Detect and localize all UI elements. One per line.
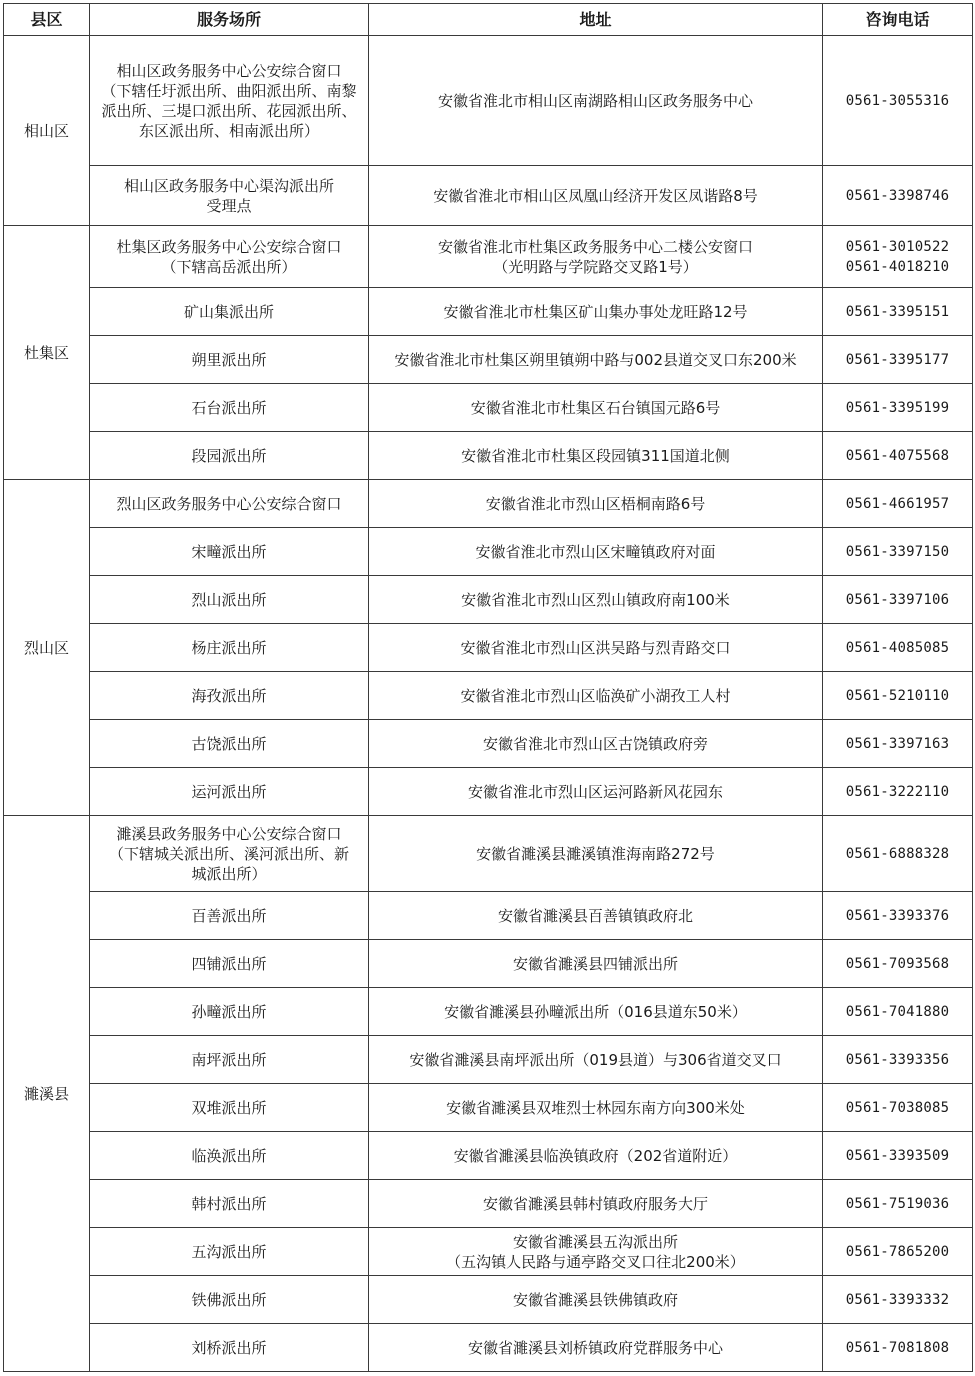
phone-number: 0561-4075568 (845, 447, 950, 464)
address-cell (369, 1180, 823, 1228)
venue-line: 刘桥派出所 (191, 1338, 267, 1357)
address-line: 安徽省淮北市烈山区洪吴路与烈青路交口 (460, 638, 731, 657)
table-row (4, 576, 973, 624)
address-cell (369, 1036, 823, 1084)
address-line: 安徽省濉溪县四铺派出所 (512, 954, 678, 973)
venue-cell (90, 672, 369, 720)
address-cell (369, 336, 823, 384)
venue-line: 临涣派出所 (191, 1146, 267, 1165)
address-cell (369, 288, 823, 336)
venue-line: 城派出所） (191, 864, 267, 883)
table-row (4, 36, 973, 166)
venue-line: （下辖高岳派出所） (161, 257, 297, 276)
header-phone: 咨询电话 (823, 4, 973, 36)
venue-cell (90, 1036, 369, 1084)
phone-number: 0561-3397150 (845, 543, 950, 560)
address-cell (369, 576, 823, 624)
phone-cell (823, 432, 973, 480)
address-line: （光明路与学院路交叉路1号） (493, 257, 698, 276)
address-line: 安徽省淮北市杜集区段园镇311国道北侧 (461, 446, 730, 465)
table-row (4, 1228, 973, 1276)
venue-line: 铁佛派出所 (191, 1290, 267, 1309)
table-row (4, 892, 973, 940)
phone-cell (823, 816, 973, 892)
address-line: 安徽省濉溪县孙疃派出所（016县道东50米） (444, 1002, 747, 1021)
venue-cell (90, 288, 369, 336)
table-row (4, 384, 973, 432)
venue-line: 段园派出所 (191, 446, 267, 465)
phone-number: 0561-7041880 (845, 1003, 950, 1020)
venue-line: （下辖任圩派出所、曲阳派出所、南黎 (101, 81, 357, 100)
address-line: 安徽省濉溪县濉溪镇淮海南路272号 (476, 844, 715, 863)
header-county: 县区 (4, 4, 90, 36)
district-cell: 濉溪县 (4, 816, 90, 1372)
phone-cell (823, 988, 973, 1036)
venue-line: 宋疃派出所 (191, 542, 267, 561)
phone-number: 0561-7081808 (845, 1339, 950, 1356)
venue-cell (90, 166, 369, 226)
header-venue: 服务场所 (90, 4, 369, 36)
address-line: 安徽省淮北市烈山区梧桐南路6号 (485, 494, 706, 513)
phone-number: 0561-3393332 (845, 1291, 950, 1308)
phone-number: 0561-7093568 (845, 955, 950, 972)
phone-number: 0561-5210110 (845, 687, 950, 704)
venue-cell (90, 940, 369, 988)
district-cell: 相山区 (4, 36, 90, 226)
phone-number: 0561-7865200 (845, 1243, 950, 1260)
table-row (4, 672, 973, 720)
phone-number: 0561-3395151 (845, 303, 950, 320)
venue-line: 石台派出所 (191, 398, 267, 417)
venue-cell (90, 384, 369, 432)
phone-cell (823, 768, 973, 816)
venue-line: 矿山集派出所 (183, 302, 274, 321)
phone-number: 0561-4085085 (845, 639, 950, 656)
table-row (4, 624, 973, 672)
phone-number: 0561-3398746 (845, 187, 950, 204)
venue-cell (90, 1228, 369, 1276)
venue-line: 杜集区政务服务中心公安综合窗口 (116, 237, 342, 256)
address-line: 安徽省淮北市杜集区朔里镇朔中路与002县道交叉口东200米 (394, 350, 797, 369)
venue-line: 南坪派出所 (191, 1050, 267, 1069)
venue-cell (90, 1324, 369, 1372)
phone-cell (823, 384, 973, 432)
address-line: 安徽省淮北市烈山区宋疃镇政府对面 (475, 542, 716, 561)
venue-cell (90, 1132, 369, 1180)
table-row (4, 226, 973, 288)
phone-cell (823, 892, 973, 940)
venue-line: 派出所、三堤口派出所、花园派出所、 (101, 101, 357, 120)
table-row (4, 480, 973, 528)
address-cell (369, 1132, 823, 1180)
address-line: 安徽省淮北市杜集区矿山集办事处龙旺路12号 (443, 302, 748, 321)
address-line: 安徽省濉溪县铁佛镇政府 (512, 1290, 678, 1309)
venue-cell (90, 336, 369, 384)
venue-line: 相山区政务服务中心公安综合窗口 (116, 61, 342, 80)
service-location-table-container (3, 3, 973, 1372)
table-row (4, 528, 973, 576)
venue-cell (90, 226, 369, 288)
address-cell (369, 892, 823, 940)
address-cell (369, 1324, 823, 1372)
address-cell (369, 384, 823, 432)
venue-cell (90, 988, 369, 1036)
address-cell (369, 528, 823, 576)
venue-cell (90, 576, 369, 624)
address-line: （五沟镇人民路与通亭路交叉口往北200米） (446, 1252, 745, 1271)
phone-number: 0561-3010522 (845, 238, 950, 255)
address-line: 安徽省淮北市烈山区运河路新风花园东 (467, 782, 723, 801)
address-cell (369, 940, 823, 988)
phone-cell (823, 226, 973, 288)
phone-cell (823, 480, 973, 528)
address-line: 安徽省濉溪县刘桥镇政府党群服务中心 (467, 1338, 723, 1357)
venue-line: 四铺派出所 (191, 954, 267, 973)
venue-cell (90, 36, 369, 166)
phone-number: 0561-3397163 (845, 735, 950, 752)
address-cell (369, 768, 823, 816)
phone-number: 0561-3395177 (845, 351, 950, 368)
address-line: 安徽省濉溪县五沟派出所 (512, 1232, 678, 1251)
service-location-table (3, 3, 973, 1372)
address-line: 安徽省淮北市杜集区石台镇国元路6号 (470, 398, 721, 417)
address-cell (369, 166, 823, 226)
venue-line: 五沟派出所 (191, 1242, 267, 1261)
address-cell (369, 36, 823, 166)
phone-cell (823, 1180, 973, 1228)
venue-line: 东区派出所、相南派出所） (138, 121, 319, 140)
table-row (4, 816, 973, 892)
venue-cell (90, 1180, 369, 1228)
venue-line: 百善派出所 (191, 906, 267, 925)
address-line: 安徽省濉溪县临涣镇政府（202省道附近） (453, 1146, 738, 1165)
address-cell (369, 720, 823, 768)
address-line: 安徽省淮北市烈山区临涣矿小湖孜工人村 (460, 686, 731, 705)
venue-line: （下辖城关派出所、溪河派出所、新 (108, 844, 349, 863)
venue-line: 韩村派出所 (191, 1194, 267, 1213)
phone-cell (823, 1132, 973, 1180)
address-cell (369, 624, 823, 672)
table-row (4, 288, 973, 336)
table-header-row (4, 4, 973, 36)
table-row (4, 940, 973, 988)
address-line: 安徽省濉溪县南坪派出所（019县道）与306省道交叉口 (409, 1050, 782, 1069)
phone-number: 0561-7038085 (845, 1099, 950, 1116)
venue-line: 双堆派出所 (191, 1098, 267, 1117)
address-cell (369, 672, 823, 720)
address-line: 安徽省濉溪县百善镇镇政府北 (497, 906, 693, 925)
phone-cell (823, 576, 973, 624)
phone-cell (823, 1084, 973, 1132)
venue-line: 濉溪县政务服务中心公安综合窗口 (116, 824, 342, 843)
address-cell (369, 816, 823, 892)
table-row (4, 1276, 973, 1324)
venue-cell (90, 1084, 369, 1132)
table-body (4, 36, 973, 1372)
phone-number: 0561-4018210 (845, 258, 950, 275)
address-line: 安徽省淮北市相山区南湖路相山区政务服务中心 (437, 91, 753, 110)
address-cell (369, 1276, 823, 1324)
phone-number: 0561-3393376 (845, 907, 950, 924)
table-row (4, 1324, 973, 1372)
venue-cell (90, 624, 369, 672)
address-line: 安徽省濉溪县双堆烈士林园东南方向300米处 (446, 1098, 745, 1117)
phone-cell (823, 624, 973, 672)
phone-number: 0561-3393356 (845, 1051, 950, 1068)
venue-line: 杨庄派出所 (191, 638, 267, 657)
venue-line: 孙疃派出所 (191, 1002, 267, 1021)
venue-line: 朔里派出所 (191, 350, 267, 369)
phone-number: 0561-3395199 (845, 399, 950, 416)
venue-line: 相山区政务服务中心渠沟派出所 (123, 176, 334, 195)
venue-line: 海孜派出所 (191, 686, 267, 705)
phone-number: 0561-4661957 (845, 495, 950, 512)
table-row (4, 768, 973, 816)
phone-number: 0561-3397106 (845, 591, 950, 608)
table-row (4, 432, 973, 480)
venue-cell (90, 528, 369, 576)
phone-cell (823, 940, 973, 988)
phone-number: 0561-3222110 (845, 783, 950, 800)
table-row (4, 166, 973, 226)
venue-line: 运河派出所 (191, 782, 267, 801)
district-cell: 烈山区 (4, 480, 90, 816)
address-line: 安徽省淮北市相山区凤凰山经济开发区凤谐路8号 (433, 186, 758, 205)
venue-cell (90, 892, 369, 940)
table-row (4, 1036, 973, 1084)
table-row (4, 1180, 973, 1228)
phone-number: 0561-6888328 (845, 845, 950, 862)
phone-number: 0561-3393509 (845, 1147, 950, 1164)
phone-cell (823, 720, 973, 768)
table-row (4, 1132, 973, 1180)
address-line: 安徽省淮北市烈山区古饶镇政府旁 (482, 734, 708, 753)
address-line: 安徽省淮北市烈山区烈山镇政府南100米 (461, 590, 730, 609)
address-cell (369, 226, 823, 288)
header-address: 地址 (369, 4, 823, 36)
phone-cell (823, 1324, 973, 1372)
venue-line: 烈山派出所 (191, 590, 267, 609)
district-cell: 杜集区 (4, 226, 90, 480)
phone-cell (823, 528, 973, 576)
phone-number: 0561-3055316 (845, 92, 950, 109)
table-row (4, 988, 973, 1036)
address-line: 安徽省淮北市杜集区政务服务中心二楼公安窗口 (437, 237, 753, 256)
table-row (4, 336, 973, 384)
phone-cell (823, 288, 973, 336)
address-cell (369, 432, 823, 480)
venue-line: 烈山区政务服务中心公安综合窗口 (116, 494, 342, 513)
venue-line: 受理点 (206, 196, 252, 215)
phone-cell (823, 36, 973, 166)
address-cell (369, 988, 823, 1036)
venue-cell (90, 720, 369, 768)
phone-cell (823, 166, 973, 226)
address-line: 安徽省濉溪县韩村镇政府服务大厅 (482, 1194, 708, 1213)
address-cell (369, 1228, 823, 1276)
phone-cell (823, 1228, 973, 1276)
venue-cell (90, 1276, 369, 1324)
venue-cell (90, 432, 369, 480)
phone-number: 0561-7519036 (845, 1195, 950, 1212)
phone-cell (823, 336, 973, 384)
table-row (4, 720, 973, 768)
address-cell (369, 1084, 823, 1132)
phone-cell (823, 672, 973, 720)
table-row (4, 1084, 973, 1132)
phone-cell (823, 1276, 973, 1324)
venue-line: 古饶派出所 (191, 734, 267, 753)
address-cell (369, 480, 823, 528)
venue-cell (90, 816, 369, 892)
phone-cell (823, 1036, 973, 1084)
venue-cell (90, 768, 369, 816)
venue-cell (90, 480, 369, 528)
